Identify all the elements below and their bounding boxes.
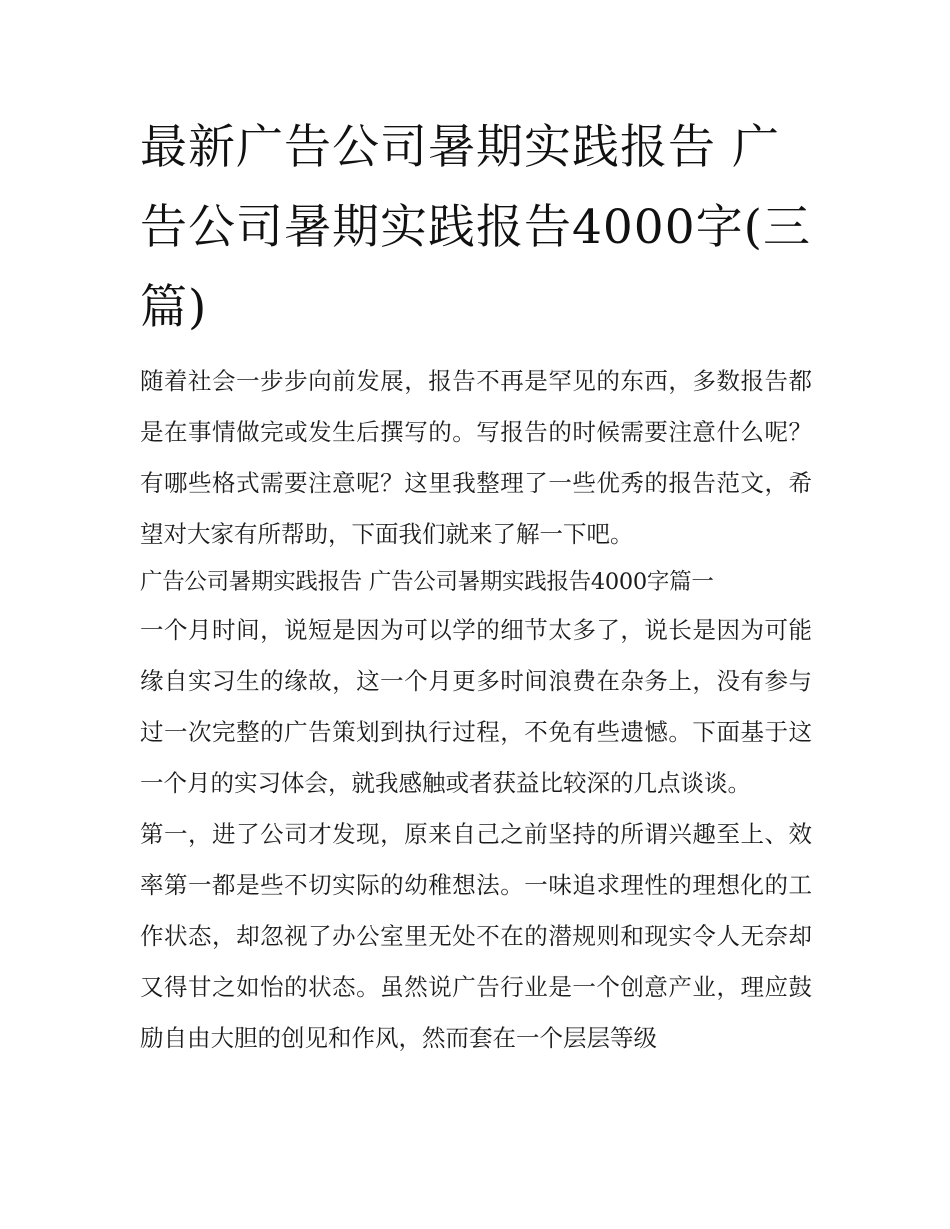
document-body [140, 356, 812, 1064]
body-paragraph-1: 一个月时间，说短是因为可以学的细节太多了，说长是因为可能缘自实习生的缘故，这一个月更多时间浪费在杂务上，没有参与过一次完整的广告策划到执行过程，不免有些遗憾。下面基于这一个月的实习体会，就我感触或者获益比较深的几点谈谈。 [140, 616, 812, 797]
body-paragraph-2: 第一，进了公司才发现，原来自己之前坚持的所谓兴趣至上、效率第一都是些不切实际的幼稚想法。一味追求理性的理想化的工作状态，却忽视了办公室里无处不在的潜规则和现实令人无奈却又得甘之如怡的状态。虽然说广告行业是一个创意产业，理应鼓励自由大胆的创见和作风，然而套在一个层层等级 [140, 820, 812, 1052]
section-heading: 广告公司暑期实践报告 广告公司暑期实践报告4000字篇一 [140, 569, 714, 595]
document-title: 最新广告公司暑期实践报告 广告公司暑期实践报告4000字(三篇) [140, 120, 811, 335]
intro-paragraph: 随着社会一步步向前发展，报告不再是罕见的东西，多数报告都是在事情做完或发生后撰写的。写报告的时候需要注意什么呢？有哪些格式需要注意呢？这里我整理了一些优秀的报告范文，希望对大家有所帮助，下面我们就来了解一下吧。 [140, 367, 812, 548]
